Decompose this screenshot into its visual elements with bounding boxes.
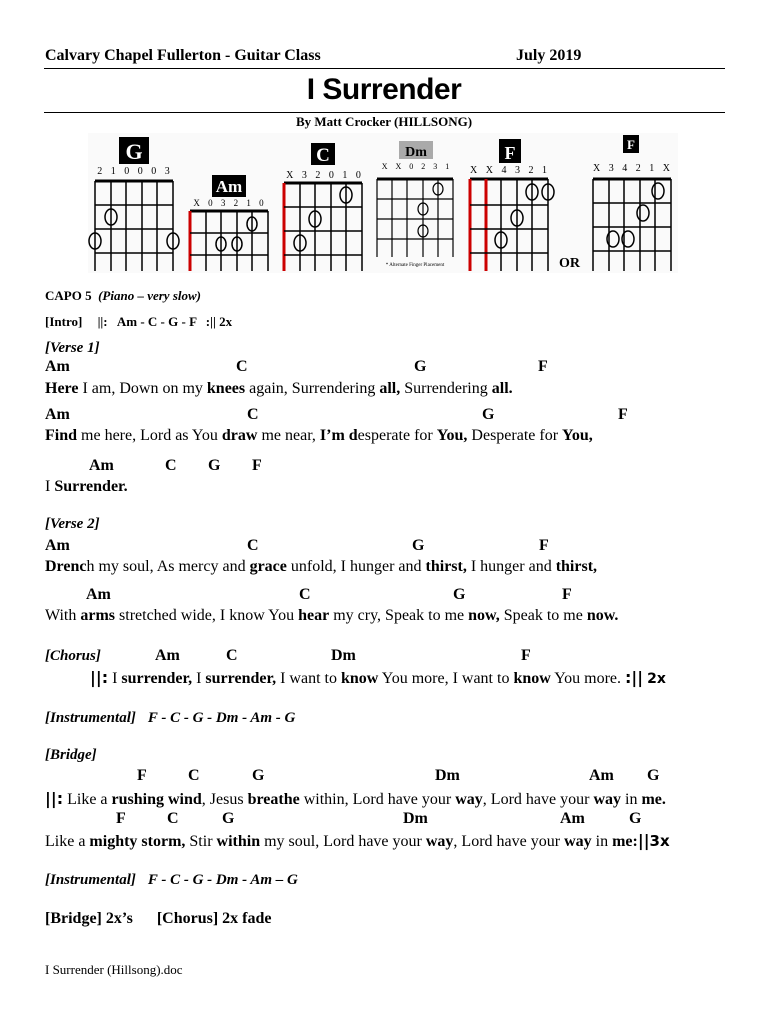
footer-filename: I Surrender (Hillsong).doc [45, 962, 183, 977]
svg-text:2 1 0 0 0 3: 2 1 0 0 0 3 [97, 166, 173, 177]
chord: Dm [435, 767, 460, 784]
chord: G [414, 358, 427, 375]
chord: Am [45, 358, 70, 375]
verse1-label: [Verse 1] [45, 340, 100, 356]
lyric-line: With arms stretched wide, I know You hear my cry, Speak to me now, Speak to me now. [45, 607, 619, 624]
chord: Am [45, 406, 70, 423]
instrumental2-line: [Instrumental] F - C - G - Dm - Am – G [45, 872, 298, 888]
lyric-line: Find me here, Lord as You draw me near, I’m desperate for You, Desperate for You, [45, 427, 593, 444]
chord: C [226, 647, 238, 664]
or-label: OR [559, 256, 580, 271]
svg-text:F: F [504, 143, 516, 163]
chord: G [453, 586, 466, 603]
chord-diagrams [88, 133, 678, 273]
song-title: I Surrender [306, 73, 462, 106]
chord: G [208, 457, 221, 474]
chord: F [538, 358, 548, 375]
date-header: July 2019 [516, 47, 582, 64]
svg-text:X 3 4 2 1 X: X 3 4 2 1 X [593, 163, 673, 174]
class-header: Calvary Chapel Fullerton - Guitar Class [45, 47, 321, 64]
chord: C [188, 767, 200, 784]
chord: Am [560, 810, 585, 827]
svg-text:Dm: Dm [405, 145, 427, 160]
chord: F [137, 767, 147, 784]
lyric-line: I Surrender. [45, 478, 128, 495]
chord: Am [45, 537, 70, 554]
byline: By Matt Crocker (HILLSONG) [295, 114, 473, 129]
svg-text:G: G [125, 139, 143, 164]
chord: C [247, 537, 259, 554]
bridge-label: [Bridge] [45, 747, 97, 763]
chord: F [618, 406, 628, 423]
chord: G [222, 810, 235, 827]
chord: G [412, 537, 425, 554]
chord: G [482, 406, 495, 423]
chord: C [167, 810, 179, 827]
chord: C [236, 358, 248, 375]
chord: F [252, 457, 262, 474]
chord: F [116, 810, 126, 827]
lyric-line: Drench my soul, As mercy and grace unfold, I hunger and thirst, I hunger and thirst, [45, 558, 598, 575]
verse2-label: [Verse 2] [45, 516, 100, 532]
instrumental1-line: [Instrumental] F - C - G - Dm - Am - G [45, 710, 296, 726]
intro-line: [Intro] ||: Am - C - G - F :|| 2x [45, 314, 233, 329]
lyric-line: ||: Like a rushing wind, Jesus breathe within, Lord have your way, Lord have your way in me. [45, 789, 666, 808]
svg-text:* Alternate Finger Placement: * Alternate Finger Placement [385, 263, 445, 268]
lyric-line: Like a mighty storm, Stir within my soul, Lord have your way, Lord have your way in me:||3x [45, 831, 670, 850]
chord: C [165, 457, 177, 474]
chord: F [562, 586, 572, 603]
svg-text:Am: Am [215, 177, 243, 196]
chord: F [521, 647, 531, 664]
lyric-line: ||: I surrender, I surrender, I want to know You more, I want to know You more. :|| 2x [90, 668, 666, 687]
svg-text:X X 0 2 3 1: X X 0 2 3 1 [381, 162, 453, 171]
svg-text:X X 4 3 2 1: X X 4 3 2 1 [470, 165, 550, 176]
chord: G [647, 767, 660, 784]
chorus-label: [Chorus] [45, 648, 101, 664]
lyric-line: Here I am, Down on my knees again, Surrendering all, Surrendering all. [45, 380, 513, 397]
chord: Dm [331, 647, 356, 664]
svg-text:F: F [627, 137, 635, 152]
chord: Dm [403, 810, 428, 827]
chord: G [252, 767, 265, 784]
header-rule [44, 68, 725, 69]
chord: Am [155, 647, 180, 664]
ending-line: [Bridge] 2x’s [Chorus] 2x fade [45, 910, 272, 927]
title-rule [44, 112, 725, 113]
chord: G [629, 810, 642, 827]
svg-text:X 3 2 0 1 0: X 3 2 0 1 0 [286, 170, 364, 181]
capo-line: CAPO 5 (Piano – very slow) [45, 288, 201, 303]
chord: F [539, 537, 549, 554]
chord: Am [89, 457, 114, 474]
chord: C [299, 586, 311, 603]
chord: C [247, 406, 259, 423]
svg-text:C: C [316, 145, 330, 166]
chord: Am [86, 586, 111, 603]
chord: Am [589, 767, 614, 784]
svg-text:X 0 3 2 1 0: X 0 3 2 1 0 [193, 198, 267, 208]
